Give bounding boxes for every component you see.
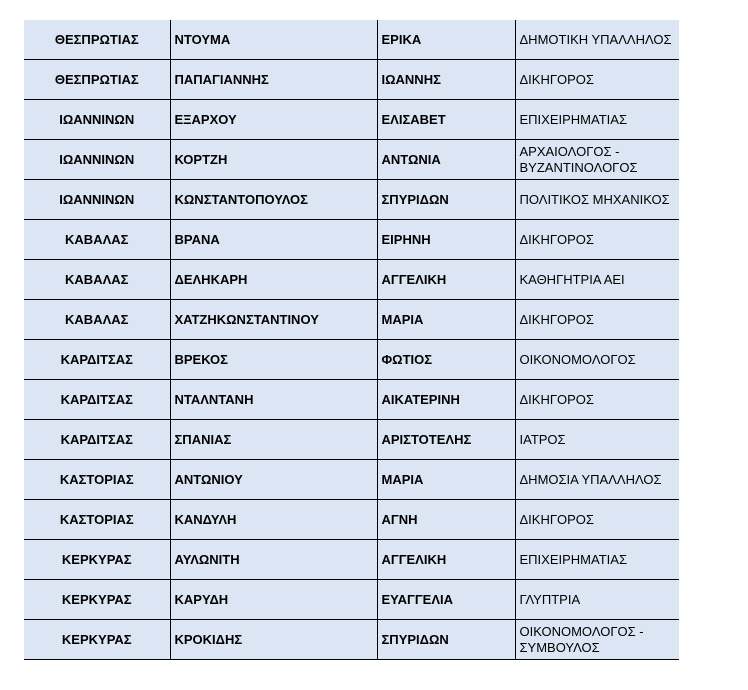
table-row <box>24 620 679 660</box>
region-cell: ΘΕΣΠΡΩΤΙΑΣ <box>24 60 170 100</box>
region-cell: ΚΕΡΚΥΡΑΣ <box>24 620 170 660</box>
profession-cell: ΔΗΜΟΣΙΑ ΥΠΑΛΛΗΛΟΣ <box>515 460 679 500</box>
first-name-cell: ΜΑΡΙΑ <box>377 460 515 500</box>
first-name-cell: ΕΛΙΣΑΒΕΤ <box>377 100 515 140</box>
table-row <box>24 260 679 300</box>
profession-cell: ΕΠΙΧΕΙΡΗΜΑΤΙΑΣ <box>515 540 679 580</box>
surname-cell: ΑΝΤΩΝΙΟΥ <box>170 460 377 500</box>
surname-cell: ΚΡΟΚΙΔΗΣ <box>170 620 377 660</box>
surname-cell: ΒΡΑΝΑ <box>170 220 377 260</box>
region-cell: ΙΩΑΝΝΙΝΩΝ <box>24 100 170 140</box>
surname-cell: ΚΑΝΔΥΛΗ <box>170 500 377 540</box>
table-row <box>24 420 679 460</box>
first-name-cell: ΣΠΥΡΙΔΩΝ <box>377 180 515 220</box>
table-row <box>24 20 679 60</box>
profession-cell: ΓΛΥΠΤΡΙΑ <box>515 580 679 620</box>
table-row <box>24 60 679 100</box>
table-row <box>24 500 679 540</box>
surname-cell: ΕΞΑΡΧΟΥ <box>170 100 377 140</box>
profession-cell: ΑΡΧΑΙΟΛΟΓΟΣ - ΒΥΖΑΝΤΙΝΟΛΟΓΟΣ <box>515 140 679 180</box>
surname-cell: ΔΕΛΗΚΑΡΗ <box>170 260 377 300</box>
region-cell: ΚΑΒΑΛΑΣ <box>24 300 170 340</box>
region-cell: ΚΕΡΚΥΡΑΣ <box>24 540 170 580</box>
surname-cell: ΝΤΑΛΝΤΑΝΗ <box>170 380 377 420</box>
first-name-cell: ΣΠΥΡΙΔΩΝ <box>377 620 515 660</box>
table-row <box>24 100 679 140</box>
first-name-cell: ΑΓΓΕΛΙΚΗ <box>377 260 515 300</box>
region-cell: ΙΩΑΝΝΙΝΩΝ <box>24 180 170 220</box>
region-cell: ΚΑΡΔΙΤΣΑΣ <box>24 420 170 460</box>
surname-cell: ΚΑΡΥΔΗ <box>170 580 377 620</box>
first-name-cell: ΜΑΡΙΑ <box>377 300 515 340</box>
surname-cell: ΚΟΡΤΖΗ <box>170 140 377 180</box>
region-cell: ΚΑΒΑΛΑΣ <box>24 260 170 300</box>
profession-cell: ΚΑΘΗΓΗΤΡΙΑ ΑΕΙ <box>515 260 679 300</box>
first-name-cell: ΦΩΤΙΟΣ <box>377 340 515 380</box>
first-name-cell: ΑΙΚΑΤΕΡΙΝΗ <box>377 380 515 420</box>
surname-cell: ΣΠΑΝΙΑΣ <box>170 420 377 460</box>
region-cell: ΚΑΣΤΟΡΙΑΣ <box>24 460 170 500</box>
profession-cell: ΕΠΙΧΕΙΡΗΜΑΤΙΑΣ <box>515 100 679 140</box>
table-row <box>24 140 679 180</box>
region-cell: ΘΕΣΠΡΩΤΙΑΣ <box>24 20 170 60</box>
surname-cell: ΝΤΟΥΜΑ <box>170 20 377 60</box>
profession-cell: ΔΙΚΗΓΟΡΟΣ <box>515 220 679 260</box>
table-row <box>24 300 679 340</box>
profession-cell: ΟΙΚΟΝΟΜΟΛΟΓΟΣ - ΣΥΜΒΟΥΛΟΣ <box>515 620 679 660</box>
first-name-cell: ΕΙΡΗΝΗ <box>377 220 515 260</box>
region-cell: ΚΑΡΔΙΤΣΑΣ <box>24 380 170 420</box>
first-name-cell: ΕΡΙΚΑ <box>377 20 515 60</box>
surname-cell: ΒΡΕΚΟΣ <box>170 340 377 380</box>
surname-cell: ΧΑΤΖΗΚΩΝΣΤΑΝΤΙΝΟΥ <box>170 300 377 340</box>
table-row <box>24 580 679 620</box>
table-row <box>24 460 679 500</box>
first-name-cell: ΑΓΝΗ <box>377 500 515 540</box>
first-name-cell: ΕΥΑΓΓΕΛΙΑ <box>377 580 515 620</box>
surname-cell: ΑΥΛΩΝΙΤΗ <box>170 540 377 580</box>
first-name-cell: ΙΩΑΝΝΗΣ <box>377 60 515 100</box>
profession-cell: ΔΙΚΗΓΟΡΟΣ <box>515 380 679 420</box>
region-cell: ΚΑΣΤΟΡΙΑΣ <box>24 500 170 540</box>
region-cell: ΙΩΑΝΝΙΝΩΝ <box>24 140 170 180</box>
profession-cell: ΟΙΚΟΝΟΜΟΛΟΓΟΣ <box>515 340 679 380</box>
profession-cell: ΔΙΚΗΓΟΡΟΣ <box>515 500 679 540</box>
profession-cell: ΔΙΚΗΓΟΡΟΣ <box>515 60 679 100</box>
region-cell: ΚΑΡΔΙΤΣΑΣ <box>24 340 170 380</box>
region-cell: ΚΕΡΚΥΡΑΣ <box>24 580 170 620</box>
first-name-cell: ΑΡΙΣΤΟΤΕΛΗΣ <box>377 420 515 460</box>
table-row <box>24 380 679 420</box>
candidates-table-body <box>24 20 679 660</box>
profession-cell: ΙΑΤΡΟΣ <box>515 420 679 460</box>
surname-cell: ΠΑΠΑΓΙΑΝΝΗΣ <box>170 60 377 100</box>
region-cell: ΚΑΒΑΛΑΣ <box>24 220 170 260</box>
table-row <box>24 180 679 220</box>
profession-cell: ΔΙΚΗΓΟΡΟΣ <box>515 300 679 340</box>
candidates-table <box>24 20 679 660</box>
profession-cell: ΔΗΜΟΤΙΚΗ ΥΠΑΛΛΗΛΟΣ <box>515 20 679 60</box>
table-row <box>24 220 679 260</box>
first-name-cell: ΑΓΓΕΛΙΚΗ <box>377 540 515 580</box>
first-name-cell: ΑΝΤΩΝΙΑ <box>377 140 515 180</box>
profession-cell: ΠΟΛΙΤΙΚΟΣ ΜΗΧΑΝΙΚΟΣ <box>515 180 679 220</box>
table-row <box>24 340 679 380</box>
table-row <box>24 540 679 580</box>
surname-cell: ΚΩΝΣΤΑΝΤΟΠΟΥΛΟΣ <box>170 180 377 220</box>
